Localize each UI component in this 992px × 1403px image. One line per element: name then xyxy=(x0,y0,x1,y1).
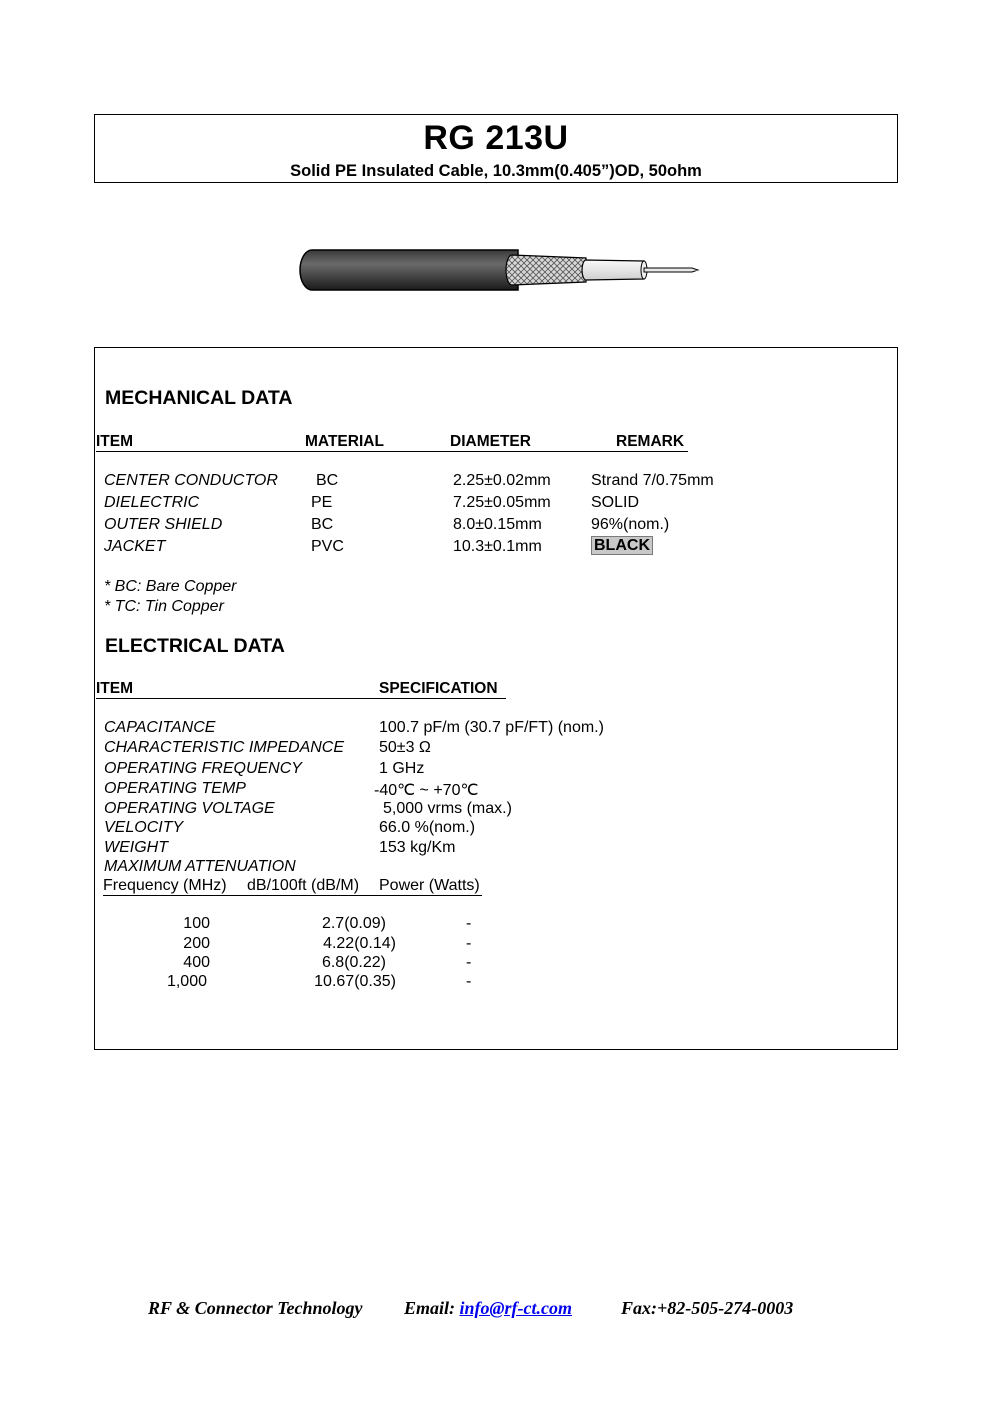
page-subtitle: Solid PE Insulated Cable, 10.3mm(0.405”)OD, 50ohm xyxy=(290,162,702,180)
mech-row-item: JACKET xyxy=(104,538,166,555)
cable-jacket xyxy=(300,250,518,290)
mech-note: * TC: Tin Copper xyxy=(104,598,224,615)
jacket-color-badge xyxy=(591,537,653,555)
elec-row-item: CHARACTERISTIC IMPEDANCE xyxy=(104,739,345,756)
elec-row-spec: 153 kg/Km xyxy=(379,839,456,856)
mechanical-section-title: MECHANICAL DATA xyxy=(105,387,293,409)
footer-company: RF & Connector Technology xyxy=(148,1298,363,1318)
elec-row-spec: 5,000 vrms (max.) xyxy=(383,800,512,817)
atten-row-frequency: 200 xyxy=(183,935,210,952)
mech-row-item: OUTER SHIELD xyxy=(104,516,223,533)
elec-row-item: OPERATING TEMP xyxy=(104,780,246,797)
atten-header-underline xyxy=(103,895,482,896)
elec-row-item: CAPACITANCE xyxy=(104,719,216,736)
atten-row-db: 2.7(0.09) xyxy=(321,915,386,932)
elec-row-spec: 50±3 Ω xyxy=(379,739,431,756)
elec-row-item: OPERATING FREQUENCY xyxy=(104,760,302,777)
atten-col-frequency: Frequency (MHz) xyxy=(103,877,227,894)
mech-header-underline xyxy=(96,451,688,452)
elec-row-item: WEIGHT xyxy=(104,839,168,856)
elec-col-spec: SPECIFICATION xyxy=(379,680,498,697)
atten-row-power: - xyxy=(466,973,472,990)
atten-row-db: 10.67(0.35) xyxy=(314,973,396,990)
cable-center-conductor xyxy=(644,268,698,272)
elec-row-item: VELOCITY xyxy=(104,819,184,836)
mech-row-material: PVC xyxy=(311,538,344,555)
atten-row-db: 6.8(0.22) xyxy=(321,954,386,971)
atten-row-power: - xyxy=(466,935,472,952)
mech-col-remark: REMARK xyxy=(616,433,685,450)
atten-row-db: 4.22(0.14) xyxy=(323,935,396,952)
mech-row-item: CENTER CONDUCTOR xyxy=(104,472,278,489)
atten-col-db: dB/100ft (dB/M) xyxy=(247,877,360,894)
mech-row-remark: SOLID xyxy=(591,494,640,511)
elec-row-item: OPERATING VOLTAGE xyxy=(104,800,275,817)
electrical-section-title: ELECTRICAL DATA xyxy=(105,635,285,657)
mech-row-remark: 96%(nom.) xyxy=(591,516,670,533)
mech-row-remark: Strand 7/0.75mm xyxy=(591,472,714,489)
jacket-color-label: BLACK xyxy=(591,536,653,555)
atten-row-frequency: 400 xyxy=(183,954,210,971)
cable-shield xyxy=(506,255,586,285)
mech-row-item: DIELECTRIC xyxy=(104,494,200,511)
mech-col-material: MATERIAL xyxy=(305,433,384,450)
elec-header-underline xyxy=(96,698,506,699)
atten-row-frequency: 1,000 xyxy=(166,973,207,990)
mech-row-diameter: 2.25±0.02mm xyxy=(453,472,551,489)
elec-row-spec: 100.7 pF/m (30.7 pF/FT) (nom.) xyxy=(379,719,604,736)
footer-email-label: Email: xyxy=(404,1298,456,1318)
atten-col-power: Power (Watts) xyxy=(379,877,480,894)
footer-email xyxy=(404,1298,572,1319)
attenuation-title: MAXIMUM ATTENUATION xyxy=(104,858,296,875)
footer-fax: Fax:+82-505-274-0003 xyxy=(621,1298,794,1318)
atten-row-power: - xyxy=(466,954,472,971)
mech-col-item: ITEM xyxy=(96,433,134,450)
atten-row-power: - xyxy=(466,915,472,932)
elec-col-item: ITEM xyxy=(96,680,134,697)
page-title: RG 213U xyxy=(423,119,569,157)
mech-col-diameter: DIAMETER xyxy=(450,433,531,450)
title-box xyxy=(94,114,898,183)
atten-row-frequency: 100 xyxy=(183,915,210,932)
elec-row-spec: 66.0 %(nom.) xyxy=(379,819,476,836)
elec-row-spec: -40℃ ~ +70℃ xyxy=(374,782,479,799)
mech-row-material: BC xyxy=(311,516,334,533)
mech-row-material: PE xyxy=(311,494,333,511)
footer-email-link[interactable]: info@rf-ct.com xyxy=(459,1298,572,1318)
coax-cable-illustration xyxy=(296,245,702,295)
mech-row-diameter: 10.3±0.1mm xyxy=(453,538,542,555)
mech-row-material: BC xyxy=(316,472,339,489)
mech-row-diameter: 7.25±0.05mm xyxy=(453,494,551,511)
elec-row-spec: 1 GHz xyxy=(379,760,425,777)
cable-dielectric xyxy=(582,260,647,280)
mech-row-diameter: 8.0±0.15mm xyxy=(453,516,542,533)
mech-note: * BC: Bare Copper xyxy=(104,578,237,595)
